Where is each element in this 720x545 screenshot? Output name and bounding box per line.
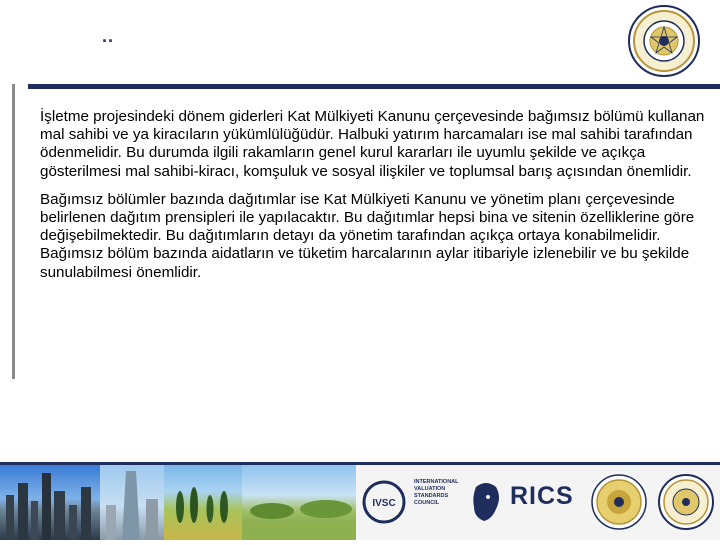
lion-icon bbox=[466, 465, 506, 540]
header-divider bbox=[28, 84, 720, 89]
slide-title: .. bbox=[102, 26, 115, 46]
left-accent-bar bbox=[12, 84, 15, 379]
university-seal-logo bbox=[624, 4, 704, 78]
city-skyline-photo bbox=[0, 465, 100, 540]
rics-label: RICS bbox=[510, 482, 574, 510]
seal-logo-gold bbox=[586, 465, 653, 540]
countryside-photo bbox=[242, 465, 356, 540]
tower-photo bbox=[100, 465, 164, 540]
rics-logo bbox=[466, 465, 586, 540]
ivsc-abbr: IVSC bbox=[372, 498, 396, 509]
paragraph-1: İşletme projesindeki dönem giderleri Kat Mülkiyeti Kanunu çerçevesinde bağımsız bölümü kullanan mal sahibi ve ya kiracıların yükümlülüğüdür. Halbuki yatırım harcamaları ise mal sahibi tarafından ödenmelidir. Bu durumda ilgili rakamların genel kurul kararları ile uyumlu şekilde ve açıkça gösterilmesi mal sahibi-kiracı, komşuluk ve sosyal ilişkiler ve toplumsal barış açısından önemlidir. bbox=[40, 108, 705, 180]
ivsc-name: INTERNATIONAL VALUATION STANDARDS COUNCIL bbox=[414, 479, 459, 506]
ivsc-logo bbox=[356, 465, 466, 540]
paragraph-2: Bağımsız bölümler bazında dağıtımlar ise Kat Mülkiyeti Kanunu ve yönetim planı çerçevesinde belirlenen dağıtım prensipleri ile yapılacaktır. Bu dağıtımlar hepsi bina ve sitenin özelliklerine göre değişebilmektedir. Bu dağıtımların detayı da yönetim tarafından açıkça ortaya konabilmelidir. Bağımsız bölüm bazında aidatların ve tüketim harcalarının aylar itibariyle izlenebilir ve bu şekilde sunulabilmesi önemlidir. bbox=[40, 190, 695, 281]
seal-logo-university bbox=[653, 465, 720, 540]
footer-strip bbox=[0, 465, 720, 540]
content-body bbox=[40, 108, 712, 292]
cypress-field-photo bbox=[164, 465, 242, 540]
